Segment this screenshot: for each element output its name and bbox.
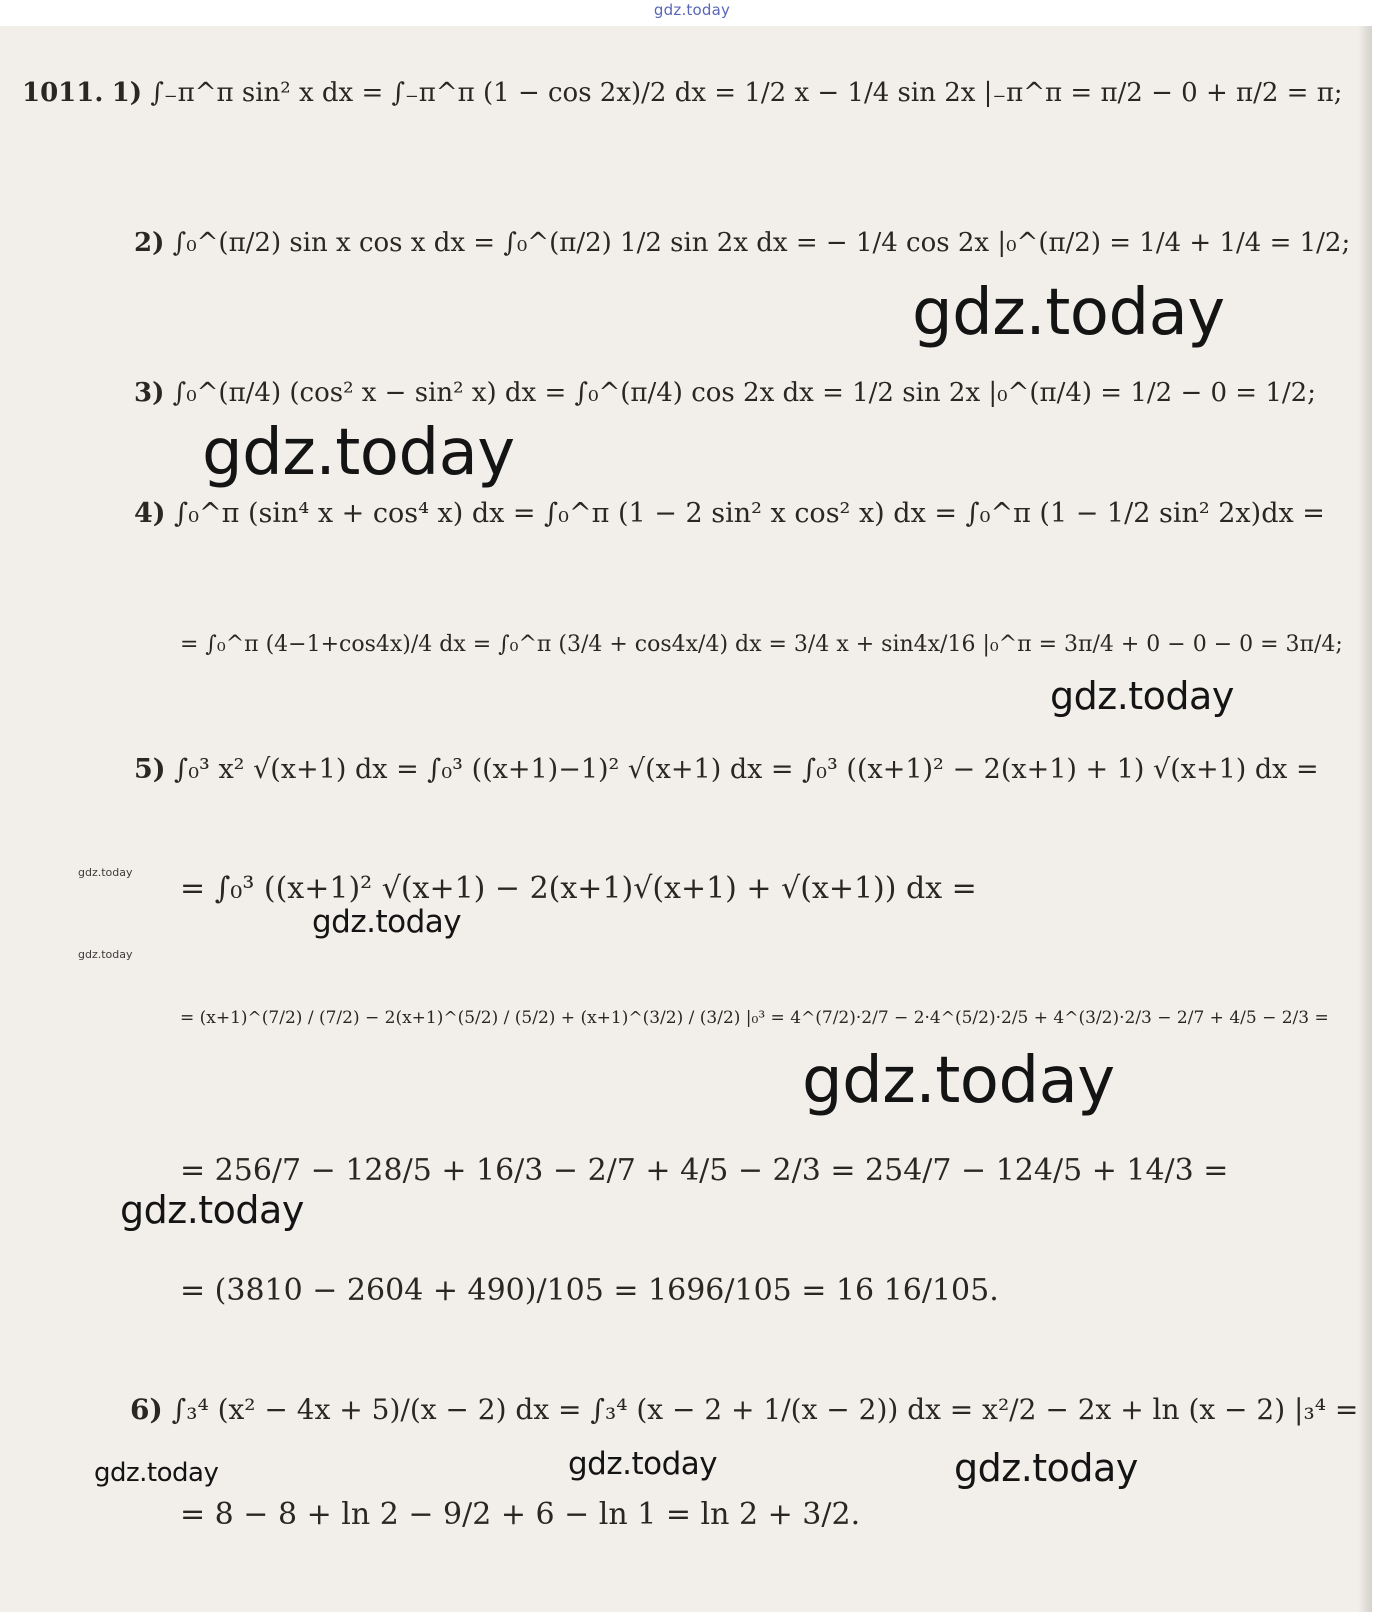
step-2-math: ∫₀^(π/2) sin x cos x dx = ∫₀^(π/2) 1/2 sin 2x dx = − 1/4 cos 2x |₀^(π/2) = 1/4 + 1/4 = 1/2; xyxy=(172,228,1351,258)
solution-line-2 xyxy=(134,230,1350,256)
watermark-5: gdz.today xyxy=(312,904,462,940)
solution-line-3 xyxy=(134,380,1316,406)
step-label-4: 4) xyxy=(134,498,166,529)
step-label-1: 1) xyxy=(111,78,143,108)
solution-line-6 xyxy=(130,1393,1359,1426)
textbook-page xyxy=(0,26,1372,1612)
watermark-7: gdz.today xyxy=(802,1044,1115,1118)
watermark-10: gdz.today xyxy=(568,1446,718,1482)
watermark-11: gdz.today xyxy=(954,1446,1138,1490)
site-watermark-top: gdz.today xyxy=(653,1,731,19)
step-1-math: ∫₋π^π sin² x dx = ∫₋π^π (1 − cos 2x)/2 dx = 1/2 x − 1/4 sin 2x |₋π^π = π/2 − 0 + π/2 = π; xyxy=(150,78,1343,108)
step-label-6: 6) xyxy=(130,1393,163,1426)
watermark-8: gdz.today xyxy=(120,1188,304,1232)
step-5-math: ∫₀³ x² √(x+1) dx = ∫₀³ ((x+1)−1)² √(x+1) dx = ∫₀³ ((x+1)² − 2(x+1) + 1) √(x+1) dx = xyxy=(174,754,1319,785)
solution-line-5c xyxy=(180,1010,1329,1027)
step-label-2: 2) xyxy=(134,228,165,258)
solution-line-4 xyxy=(134,500,1325,527)
watermark-3: gdz.today xyxy=(1050,674,1234,718)
step-4-math: ∫₀^π (sin⁴ x + cos⁴ x) dx = ∫₀^π (1 − 2 sin² x cos² x) dx = ∫₀^π (1 − 1/2 sin² 2x)dx = xyxy=(174,498,1325,529)
step-5b-math: = ∫₀³ ((x+1)² √(x+1) − 2(x+1)√(x+1) + √(x+1)) dx = xyxy=(180,871,977,906)
solution-line-5e xyxy=(180,1273,999,1308)
step-5e-math: = (3810 − 2604 + 490)/105 = 1696/105 = 16 16/105. xyxy=(180,1273,999,1308)
solution-line-5b xyxy=(180,871,977,906)
watermark-2: gdz.today xyxy=(202,416,515,490)
step-5d-math: = 256/7 − 128/5 + 16/3 − 2/7 + 4/5 − 2/3 = 254/7 − 124/5 + 14/3 = xyxy=(180,1153,1229,1188)
step-4b-math: = ∫₀^π (4−1+cos4x)/4 dx = ∫₀^π (3/4 + cos4x/4) dx = 3/4 x + sin4x/16 |₀^π = 3π/4 + 0 − 0 − 0 = 3π/4; xyxy=(180,632,1343,657)
step-label-5: 5) xyxy=(134,754,166,785)
solution-line-4b xyxy=(180,634,1343,656)
watermark-6: gdz.today xyxy=(78,948,133,961)
watermark-9: gdz.today xyxy=(94,1458,219,1488)
solution-line-6b xyxy=(180,1497,861,1532)
step-5c-math: = (x+1)^(7/2) / (7/2) − 2(x+1)^(5/2) / (5/2) + (x+1)^(3/2) / (3/2) |₀³ = 4^(7/2)·2/7 − 2·4^(5/2)·2/5 + 4^(3/2)·2/3 − 2/7 + 4/5 − 2/3 = xyxy=(180,1008,1329,1028)
step-6-math: ∫₃⁴ (x² − 4x + 5)/(x − 2) dx = ∫₃⁴ (x − 2 + 1/(x − 2)) dx = x²/2 − 2x + ln (x − 2) |₃⁴ = xyxy=(171,1393,1359,1426)
step-3-math: ∫₀^(π/4) (cos² x − sin² x) dx = ∫₀^(π/4) cos 2x dx = 1/2 sin 2x |₀^(π/4) = 1/2 − 0 = 1/2; xyxy=(172,378,1316,408)
step-label-3: 3) xyxy=(134,378,165,408)
solution-line-5 xyxy=(134,756,1319,783)
step-6b-math: = 8 − 8 + ln 2 − 9/2 + 6 − ln 1 = ln 2 + 3/2. xyxy=(180,1497,861,1532)
watermark-4: gdz.today xyxy=(78,866,133,879)
solution-line-1 xyxy=(22,80,1343,106)
problem-number: 1011. xyxy=(22,78,104,108)
watermark-1: gdz.today xyxy=(912,276,1225,350)
solution-line-5d xyxy=(180,1153,1229,1188)
